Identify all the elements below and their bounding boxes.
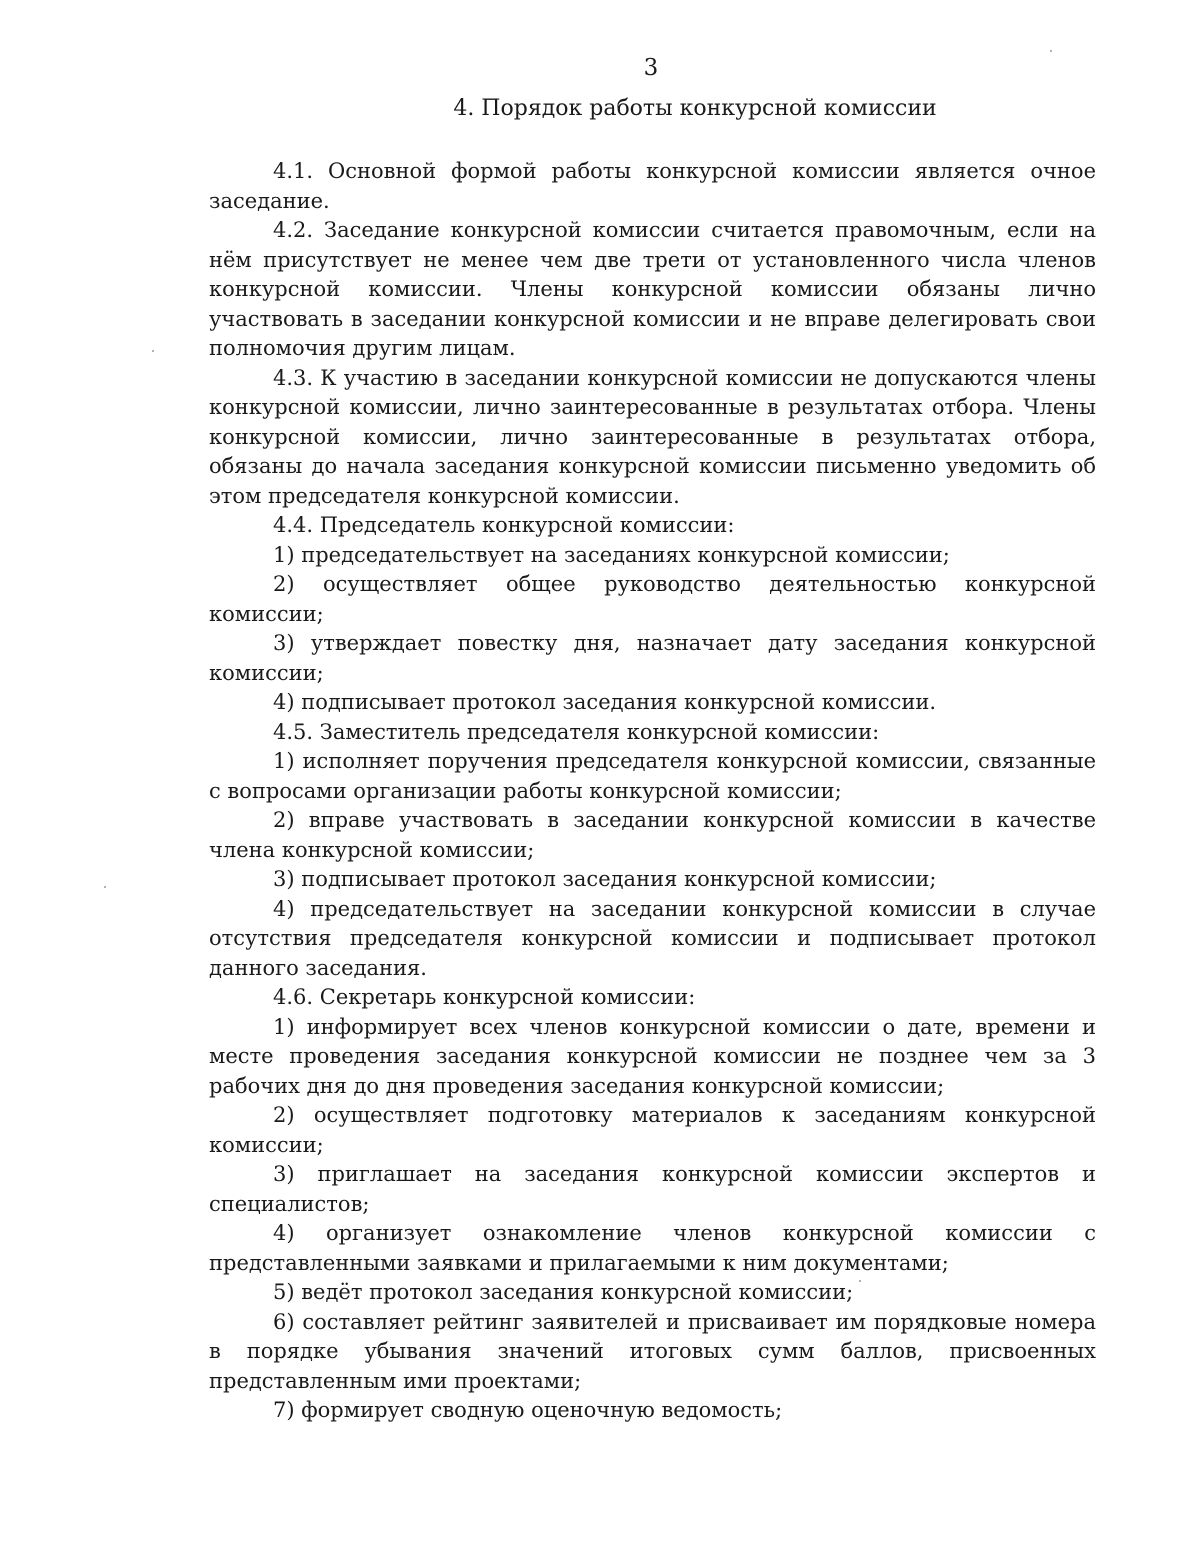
list-item: 3) подписывает протокол заседания конкурсной комиссии; [273, 867, 937, 891]
paragraph-4-1: 4.1. Основной формой работы конкурсной комиссии является очное заседание. [209, 159, 1096, 213]
list-item: 2) осуществляет подготовку материалов к заседаниям конкурсной комиссии; [209, 1103, 1096, 1157]
list-item: 1) информирует всех членов конкурсной комиссии о дате, времени и месте проведения заседания конкурсной комиссии не позднее чем за 3 рабочих дня до дня проведения заседания конкурсной комиссии; [209, 1014, 1096, 1098]
paragraph-4-3: 4.3. К участию в заседании конкурсной комиссии не допускаются члены конкурсной комиссии, лично заинтересованные в результатах отбора. Члены конкурсной комиссии, лично заинтересованные в результатах отбора, обязаны до начала заседания конкурсной комиссии письменно уведомить об этом председателя конкурсной комиссии. [209, 365, 1096, 508]
paragraph-4-4: 4.4. Председатель конкурсной комиссии: [273, 513, 735, 537]
document-body [209, 157, 1096, 1426]
list-item: 4) организует ознакомление членов конкурсной комиссии с представленными заявками и прилагаемыми к ним документами; [209, 1221, 1096, 1275]
scan-speck [152, 350, 154, 352]
list-item: 1) исполняет поручения председателя конкурсной комиссии, связанные с вопросами организации работы конкурсной комиссии; [209, 749, 1096, 803]
list-item: 4) подписывает протокол заседания конкурсной комиссии. [273, 690, 937, 714]
list-item: 3) утверждает повестку дня, назначает дату заседания конкурсной комиссии; [209, 631, 1096, 685]
scan-speck [859, 1280, 861, 1282]
list-item: 2) вправе участвовать в заседании конкурсной комиссии в качестве члена конкурсной комиссии; [209, 808, 1096, 862]
list-item: 6) составляет рейтинг заявителей и присваивает им порядковые номера в порядке убывания значений итоговых сумм баллов, присвоенных представленным ими проектами; [209, 1309, 1096, 1393]
list-item: 5) ведёт протокол заседания конкурсной комиссии; [273, 1280, 854, 1304]
list-item: 7) формирует сводную оценочную ведомость; [273, 1398, 783, 1422]
scan-speck [1050, 50, 1052, 52]
scan-speck [104, 886, 106, 888]
list-item: 3) приглашает на заседания конкурсной комиссии экспертов и специалистов; [209, 1162, 1096, 1216]
paragraph-4-6: 4.6. Секретарь конкурсной комиссии: [273, 985, 696, 1009]
paragraph-4-5: 4.5. Заместитель председателя конкурсной комиссии: [273, 719, 880, 744]
list-item: 4) председательствует на заседании конкурсной комиссии в случае отсутствия председателя конкурсной комиссии и подписывает протокол данного заседания. [209, 896, 1096, 980]
paragraph-4-2: 4.2. Заседание конкурсной комиссии считается правомочным, если на нём присутствует не менее чем две трети от установленного числа членов конкурсной комиссии. Члены конкурсной комиссии обязаны лично участвовать в заседании конкурсной комиссии и не вправе делегировать свои полномочия другим лицам. [209, 218, 1096, 360]
list-item: 1) председательствует на заседаниях конкурсной комиссии; [273, 542, 950, 567]
page-number: 3 [643, 55, 659, 81]
list-item: 2) осуществляет общее руководство деятельностью конкурсной комиссии; [209, 572, 1096, 626]
section-heading: 4. Порядок работы конкурсной комиссии [453, 96, 937, 121]
